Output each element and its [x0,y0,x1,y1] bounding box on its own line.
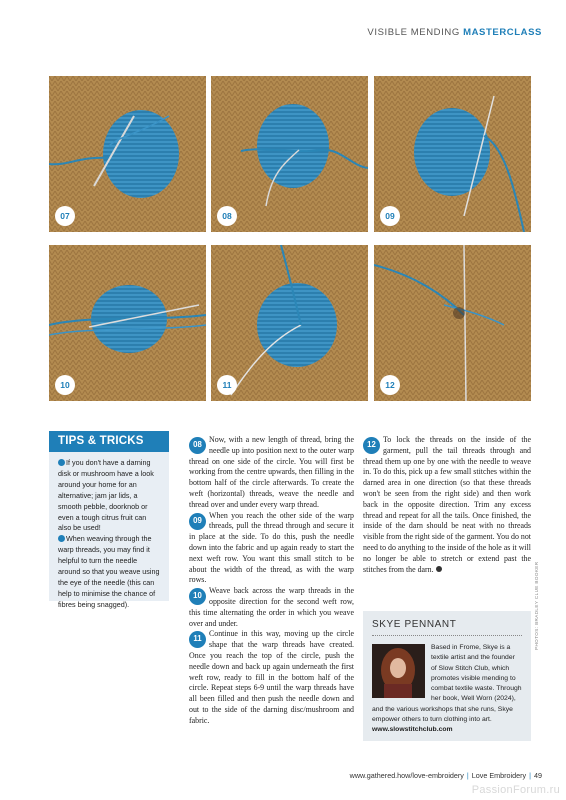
step-badge: 09 [189,513,206,530]
step-photo-09 [374,76,531,232]
tips-title: TIPS & TRICKS [49,431,169,452]
footer-url[interactable]: www.gathered.how/love-embroidery [349,771,464,780]
footer-separator: | [529,771,531,780]
photo-step-number: 07 [55,206,75,226]
step-paragraph-08: 08 Now, with a new length of thread, bring the needle up into position next to the outer warp thread on one side of the circle. You will first be working from the centre upwards, then filling in the bottom half of the circle afterwards. To create the weft (horizontal) threads, weave the needle and thread over and under every warp thread. [189,435,354,509]
photo-step-number: 09 [380,206,400,226]
instructions-column-right [363,435,531,575]
watermark: PassionForum.ru [471,784,560,796]
tips-body [49,452,169,611]
bio-text-block: Based in Frome, Skye is a textile artist and the founder of Slow Stitch Club, which promotes visible mending to combat textile waste. Through her book, Well Worn (2024), and the various workshops that she runs, Skye empower others to turn clothing into art. www.slowstitchclub.com [372,644,522,734]
step-badge: 08 [189,437,206,454]
step-photo-12 [374,245,531,401]
author-portrait [372,644,425,698]
section-header [367,27,542,38]
footer-separator: | [466,771,469,780]
step-photo-08 [211,76,368,232]
photo-step-number: 11 [217,375,237,395]
bio-website-link[interactable]: www.slowstitchclub.com [372,726,453,734]
bullet-icon [58,535,65,542]
tips-box [49,431,169,609]
tip-item: If you don't have a darning disk or mushroom have a look around your home for an alternative; jam jar lids, a smooth pebble, doorknob or even a tough citrus fruit can also be used! [58,458,154,533]
step-paragraph-12: 12 To lock the threads on the inside of the garment, pull the tail threads through and thread them up one by one with the needle to weave in. To do this, pick up a few small stitches within the darned area in one direction (so that these threads won't be seen from the right side) and then work back in the opposite direction. Trim any excess thread and repeat for all the tails. Once finished, the inside of the darn should be neat with no threads visible from the right side of the garment. You do not need to do anything to the inside of the hole as it will no longer be able to stretch or extend past the stitches from the darn. [363,435,531,574]
instructions-column-middle [189,435,354,727]
step-badge: 11 [189,631,206,648]
page-number: 49 [534,771,542,780]
end-mark-icon [436,566,442,572]
portrait-illustration [372,644,425,698]
step-paragraph-11: 11 Continue in this way, moving up the circle shape that the warp threads have created. Once you reach the top of the circle, push the needle down and back up again underneath the first weft row, ready to fill in the bottom half of the circle. Repeat steps 6-9 until the warp threads have all been filled and then push the needle down and out to the side of the darning disc/mushroom and fabric. [189,629,354,725]
photo-step-number: 10 [55,375,75,395]
step-photo-10 [49,245,206,401]
page-footer [350,771,542,780]
author-bio-box [363,611,531,741]
photo-step-number: 08 [217,206,237,226]
bio-title: SKYE PENNANT [372,619,522,636]
header-prefix: VISIBLE MENDING [367,27,460,38]
step-badge: 12 [363,437,380,454]
header-emphasis: MASTERCLASS [463,27,542,38]
tip-item: When weaving through the warp threads, you may find it helpful to turn the needle around so that you weave using the eye of the needle (this can help to minimise the chance of fibres being snagged). [58,534,160,609]
photo-step-number: 12 [380,375,400,395]
step-paragraph-09: 09 When you reach the other side of the warp threads, pull the thread through and secure it in place at the side. To do this, push the needle down into the fabric and up again ready to start the next weft row. You want this small stitch to be about the width of the thread, as with the warp rows. [189,510,354,585]
step-paragraph-10: 10 Weave back across the warp threads in the opposite direction for the second weft row, this time alternating the order in which you weave over and under. [189,586,354,628]
footer-magazine: Love Embroidery [471,771,527,780]
bullet-icon [58,459,65,466]
step-badge: 10 [189,588,206,605]
photo-credit: PHOTOS: BRADLEY CLUE BOOKER [534,561,539,650]
step-photo-11 [211,245,368,401]
step-photo-07 [49,76,206,232]
